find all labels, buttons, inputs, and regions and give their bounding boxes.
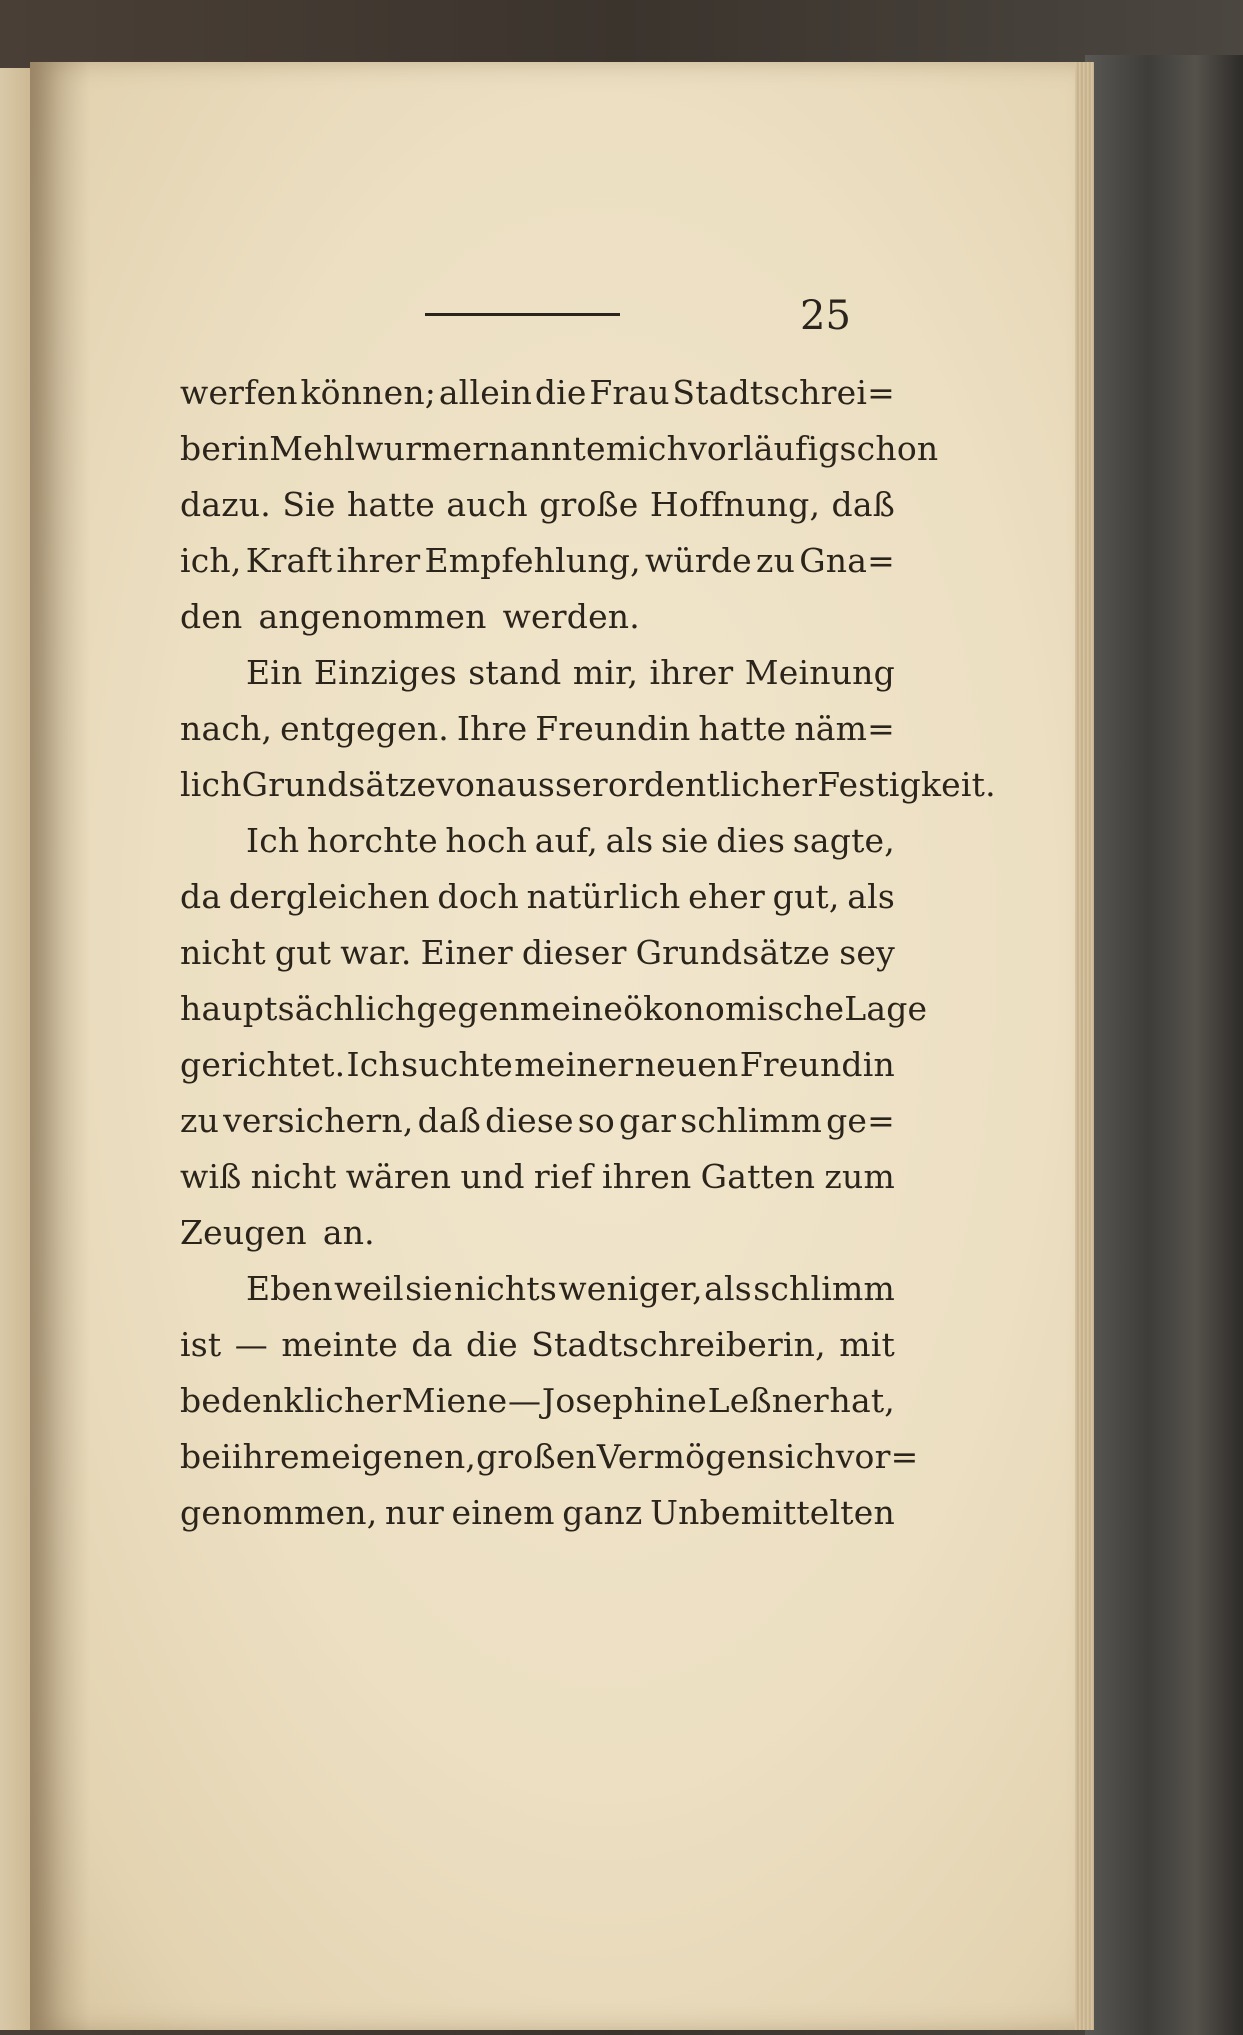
body-text [180, 365, 996, 1541]
text-line: genommen, nur einem ganz Unbemittelten [180, 1493, 895, 1532]
text-line: wiß nicht wären und rief ihren Gatten zum [180, 1157, 895, 1196]
text-line: den angenommen werden. [180, 597, 640, 636]
text-line: bedenklicher Miene — Josephine Leßner hat, [180, 1381, 895, 1420]
header-rule [425, 313, 620, 316]
text-line: Ich horchte hoch auf, als sie dies sagte, [246, 821, 895, 860]
book-cover-edge [1085, 55, 1243, 2035]
text-line: hauptsächlich gegen meine ökonomische Lage [180, 989, 928, 1028]
facing-page-sliver [0, 68, 30, 2030]
text-line: ich, Kraft ihrer Empfehlung, würde zu Gna= [180, 541, 895, 580]
text-line: berin Mehlwurm ernannte mich vorläufig schon [180, 429, 939, 468]
text-line: nach, entgegen. Ihre Freundin hatte näm= [180, 709, 895, 748]
text-line: bei ihrem eigenen, großen Vermögen sich vor= [180, 1437, 919, 1476]
text-line: lich Grundsätze von ausserordentlicher Festigkeit. [180, 765, 996, 804]
text-line: da dergleichen doch natürlich eher gut, als [180, 877, 895, 916]
text-line: ist — meinte da die Stadtschreiberin, mit [180, 1325, 895, 1364]
text-line: nicht gut war. Einer dieser Grundsätze sey [180, 933, 895, 972]
text-line: Zeugen an. [180, 1213, 375, 1252]
text-line: Ein Einziges stand mir, ihrer Meinung [246, 653, 895, 692]
page-number: 25 [800, 293, 851, 339]
text-line: Eben weil sie nichts weniger, als schlimm [246, 1269, 895, 1308]
gutter-shadow [30, 62, 90, 2030]
text-line: zu versichern, daß diese so gar schlimm ge= [180, 1101, 895, 1140]
text-line: werfen können; allein die Frau Stadtschrei= [180, 373, 895, 412]
text-line: dazu. Sie hatte auch große Hoffnung, daß [180, 485, 895, 524]
text-line: gerichtet. Ich suchte meiner neuen Freundin [180, 1045, 895, 1084]
